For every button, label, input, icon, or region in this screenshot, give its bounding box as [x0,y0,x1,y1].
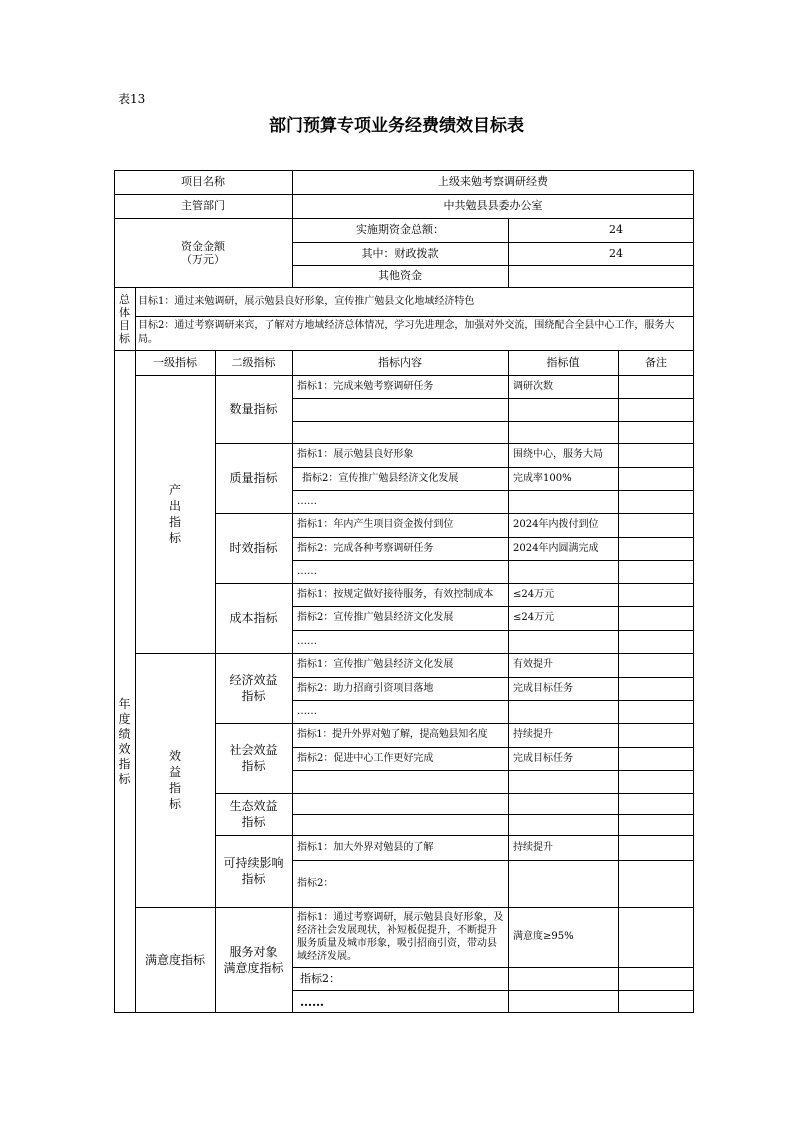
indicator-value: 2024年内圆满完成 [513,542,599,554]
col-header-level1: 一级指标 [153,355,197,369]
funds-unit: （万元） [181,252,225,266]
indicator-content: 指标1：加大外界对勉县的了解 [297,841,434,853]
label-char: 目 [119,318,130,332]
project-name-label: 项目名称 [181,175,225,188]
label-char: 出 [168,499,181,513]
benefit-indicators-label [135,653,215,907]
label-line: 满意度指标 [223,961,284,975]
other-funds-value [508,265,694,287]
indicator-content: 指标1：宣传推广勉县经济文化发展 [297,659,454,670]
indicator-value: ≤24万元 [513,612,555,623]
col-header-content: 指标内容 [378,355,422,369]
indicator-content: 指标2： [300,971,340,985]
label-char: 效 [118,741,131,756]
fiscal-funds-label: 其中：财政拨款 [361,246,439,260]
indicator-content: 指标2：完成各种考察调研任务 [297,542,434,554]
indicator-content: 指标2： [297,877,334,889]
indicator-value: 围绕中心，服务大局 [513,449,603,460]
indicator-content: 指标2：宣传推广勉县经济文化发展 [297,612,454,623]
indicator-content: …… [297,565,317,577]
label-line: 社会效益 [229,743,278,757]
label-line: 指标 [241,689,266,703]
economic-label [215,653,292,723]
project-name-value: 上级来勉考察调研经费 [438,175,548,188]
indicator-content: 指标2：促进中心工作更好完成 [297,752,434,764]
total-funds-value: 24 [609,223,623,236]
col-header-value: 指标值 [546,355,580,369]
cost-label: 成本指标 [229,611,278,625]
label-char: 指 [168,515,181,529]
label-line: 指标 [241,872,266,886]
label-char: 标 [168,531,181,545]
label-char: 年 [118,696,131,711]
label-line: 生态效益 [229,799,278,813]
label-char: 度 [118,711,131,726]
indicator-value: 持续提升 [513,729,553,740]
ecological-label [215,793,292,835]
page-title: 部门预算专项业务经费绩效目标表 [269,116,524,136]
label-line: 指标 [241,815,266,829]
label-line: 可持续影响 [223,856,284,870]
label-line: 经济效益 [229,673,278,687]
indicator-content: …… [300,994,324,1009]
label-char: 益 [168,765,181,779]
quality-label: 质量指标 [229,471,278,485]
indicator-content: 指标2：助力招商引资项目落地 [297,682,434,694]
goal-2: 目标2：通过考察调研来宾，了解对方地域经济总体情况，学习先进理念，加强对外交流，围绕配合全县中心工作，服务大局。 [138,320,675,345]
label-char: 标 [168,797,181,811]
fiscal-funds-value: 24 [609,246,623,260]
label-char: 标 [119,331,130,345]
table-number: 表13 [118,92,146,106]
label-char: 标 [118,771,131,786]
social-label [215,723,292,793]
output-indicators-label [135,375,215,653]
annual-indicators-label [114,350,135,1013]
indicator-value: 2024年内拨付到位 [513,519,599,530]
sustainable-label [215,835,292,907]
dept-label: 主管部门 [181,199,225,212]
indicator-content: …… [297,705,317,717]
indicator-value: 调研次数 [513,380,553,392]
label-char: 产 [168,483,181,497]
performance-table [114,170,694,1013]
label-char: 指 [118,756,131,771]
other-funds-label: 其他资金 [378,269,422,282]
label-char: 效 [168,749,181,763]
goal-1: 目标1：通过来勉调研，展示勉县良好形象，宣传推广勉县文化地域经济特色 [138,295,475,307]
label-char: 指 [168,781,181,795]
service-label [215,907,292,1013]
col-header-level2: 二级指标 [231,355,276,369]
label-line: 服务对象 [229,945,278,959]
quantity-label: 数量指标 [229,402,278,416]
satisfaction-indicators-label: 满意度指标 [144,953,205,967]
indicator-content: 指标1：提升外界对勉了解，提高勉县知名度 [297,729,488,740]
timeliness-label: 时效指标 [229,541,278,555]
indicator-value: 有效提升 [513,659,553,670]
label-char: 体 [119,305,130,319]
indicator-value: 完成目标任务 [513,682,573,694]
indicator-value: 完成目标任务 [513,752,573,764]
funds-label-text: 资金金额 [181,239,225,253]
indicator-content: 指标1：展示勉县良好形象 [297,449,414,460]
label-char: 绩 [118,726,131,741]
indicator-content: …… [297,495,317,507]
label-char: 总 [119,292,130,306]
indicator-content: …… [297,635,317,647]
indicator-value: 完成率100% [513,472,572,484]
overall-goals-label [114,287,135,350]
funds-label [114,218,292,287]
dept-value: 中共勉县县委办公室 [443,199,543,212]
indicator-value: ≤24万元 [513,588,555,600]
indicator-value: 持续提升 [513,841,553,853]
indicator-content: 指标1：按规定做好接待服务，有效控制成本 [297,588,494,600]
label-line: 指标 [241,759,266,773]
indicator-content: 指标1：通过考察调研，展示勉县良好形象，及经济社会发展现状，补短板促提升，不断提升服务质量及城市形象，吸引招商引资，带动县域经济发展。 [297,912,504,962]
col-header-remark: 备注 [645,355,667,369]
indicator-value: 满意度≥95% [513,931,574,942]
indicator-content: 指标1：年内产生项目资金拨付到位 [297,519,454,530]
indicator-content: 指标1：完成来勉考察调研任务 [297,380,434,392]
total-funds-label: 实施期资金总额： [356,223,444,236]
indicator-content: 指标2：宣传推广勉县经济文化发展 [302,472,459,484]
